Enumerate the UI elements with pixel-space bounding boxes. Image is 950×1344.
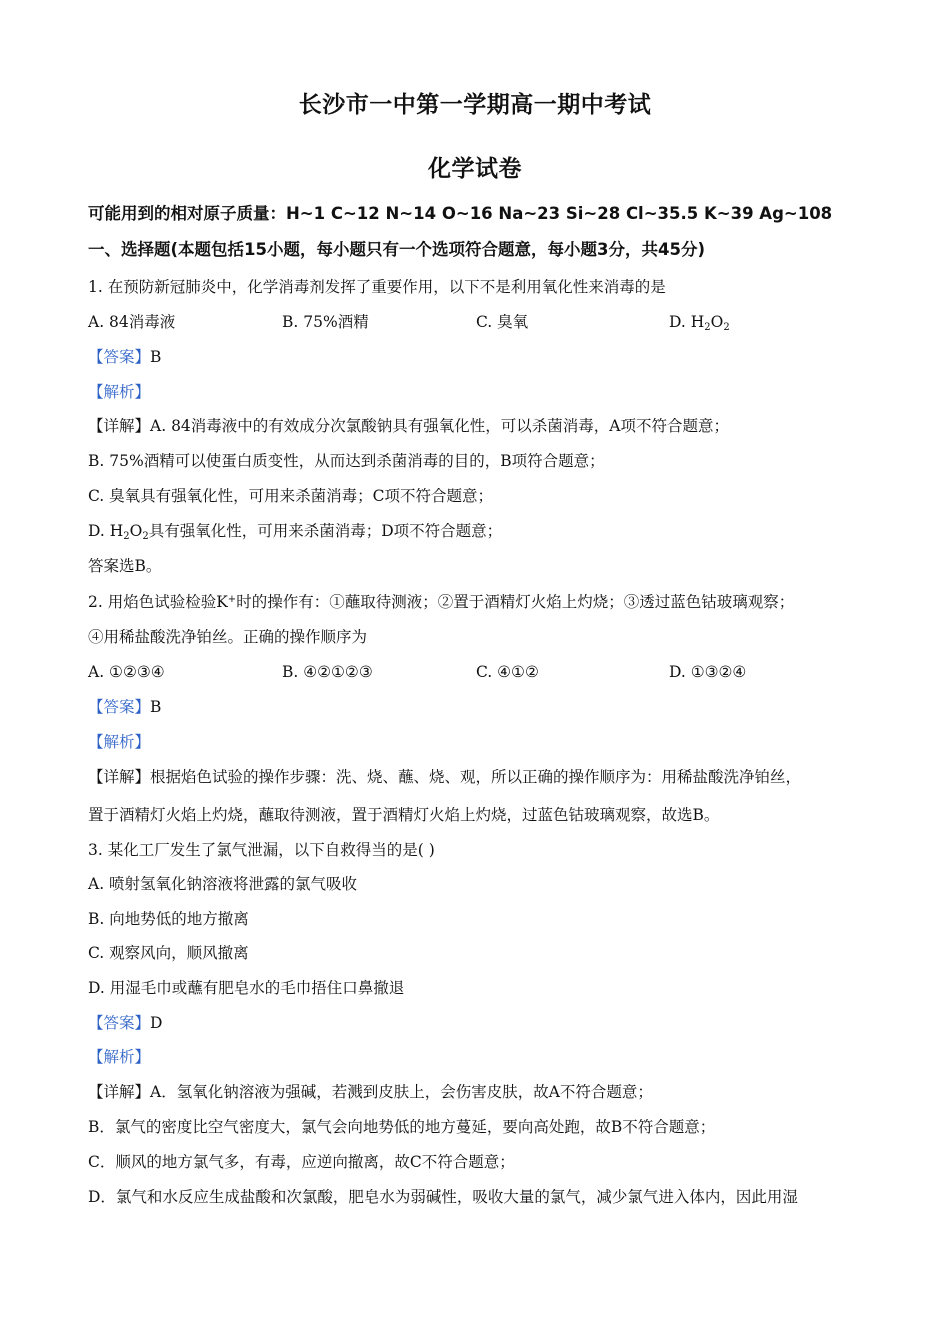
answer-label: 【答案】 — [88, 1014, 151, 1032]
q2-detail-2: 置于酒精灯火焰上灼烧，蘸取待测液，置于酒精灯火焰上灼烧，过蓝色钴玻璃观察，故选B。 — [88, 806, 720, 824]
q1-conclusion: 答案选B。 — [88, 557, 162, 575]
q3-option-a: A. 喷射氢氧化钠溶液将泄露的氯气吸收 — [88, 875, 358, 893]
section-title: 一、选择题(本题包括15小题，每小题只有一个选项符合题意，每小题3分，共45分) — [88, 240, 705, 259]
q3-option-d: D. 用湿毛巾或蘸有肥皂水的毛巾捂住口鼻撤退 — [88, 979, 405, 997]
q2-analysis — [88, 731, 868, 753]
q2-detail-1: 【详解】根据焰色试验的操作步骤：洗、烧、蘸、烧、观，所以正确的操作顺序为：用稀盐酸洗净铂丝， — [88, 768, 802, 786]
q2-stem: 2. 用焰色试验检验K+时的操作有：①蘸取待测液；②置于酒精灯火焰上灼烧；③透过蓝色钴玻璃观察； — [88, 593, 795, 611]
q3-answer: 【答案】D — [88, 1014, 163, 1032]
q3-detail-1: 【详解】A．氢氧化钠溶液为强碱，若溅到皮肤上，会伤害皮肤，故A不符合题意； — [88, 1083, 653, 1101]
q2-stem-2: ④用稀盐酸洗净铂丝。正确的操作顺序为 — [88, 628, 368, 646]
detail-label: 【详解】 — [88, 1083, 151, 1101]
q1-option-d: D. $H_2O_2$ — [669, 313, 730, 333]
q1-answer: 【答案】B — [88, 348, 162, 366]
analysis-label: 【解析】 — [88, 733, 151, 751]
answer-label: 【答案】 — [88, 348, 151, 366]
q1-analysis — [88, 381, 868, 403]
q3-detail-4: D．氯气和水反应生成盐酸和次氯酸，肥皂水为弱碱性，吸收大量的氯气，减少氯气进入体内，因此用湿 — [88, 1188, 798, 1206]
q1-options — [88, 311, 868, 333]
analysis-label: 【解析】 — [88, 1048, 151, 1066]
q3-analysis — [88, 1046, 868, 1068]
q3-stem: 3. 某化工厂发生了氯气泄漏，以下自救得当的是( ) — [88, 841, 435, 859]
q2-option-b: B. ④②①②③ — [282, 663, 373, 681]
q3-option-c: C. 观察风向，顺风撤离 — [88, 944, 249, 962]
q1-option-b: B. 75%酒精 — [282, 313, 369, 331]
exam-subtitle: 化学试卷 — [428, 156, 522, 182]
q1-detail-4: D. $H_2O_2$具有强氧化性，可用来杀菌消毒；D项不符合题意； — [88, 522, 503, 542]
analysis-label: 【解析】 — [88, 383, 151, 401]
exam-title: 长沙市一中第一学期高一期中考试 — [298, 92, 652, 118]
q3-detail-2: B．氯气的密度比空气密度大，氯气会向地势低的地方蔓延，要向高处跑，故B不符合题意； — [88, 1118, 716, 1136]
q2-option-a: A. ①②③④ — [88, 663, 165, 681]
q3-detail-3: C．顺风的地方氯气多，有毒，应逆向撤离，故C不符合题意； — [88, 1153, 515, 1171]
q3-option-b: B. 向地势低的地方撤离 — [88, 910, 249, 928]
q2-answer: 【答案】B — [88, 698, 162, 716]
q1-detail-2: B. 75%酒精可以使蛋白质变性，从而达到杀菌消毒的目的，B项符合题意； — [88, 452, 605, 470]
q1-option-a: A. 84消毒液 — [88, 313, 176, 331]
q1-stem: 1. 在预防新冠肺炎中，化学消毒剂发挥了重要作用，以下不是利用氧化性来消毒的是 — [88, 278, 666, 296]
q1-detail-3: C. 臭氧具有强氧化性，可用来杀菌消毒；C项不符合题意； — [88, 487, 494, 505]
q1-option-c: C. 臭氧 — [476, 313, 529, 331]
q2-options — [88, 661, 868, 683]
q2-option-c: C. ④①② — [476, 663, 539, 681]
detail-label: 【详解】 — [88, 417, 151, 435]
q2-option-d: D. ①③②④ — [669, 663, 747, 681]
q1-detail-1: 【详解】A. 84消毒液中的有效成分次氯酸钠具有强氧化性，可以杀菌消毒，A项不符合题意； — [88, 417, 729, 435]
answer-label: 【答案】 — [88, 698, 151, 716]
detail-label: 【详解】 — [88, 768, 151, 786]
atomic-masses: 可能用到的相对原子质量：H~1 C~12 N~14 O~16 Na~23 Si~28 Cl~35.5 K~39 Ag~108 — [88, 204, 833, 223]
